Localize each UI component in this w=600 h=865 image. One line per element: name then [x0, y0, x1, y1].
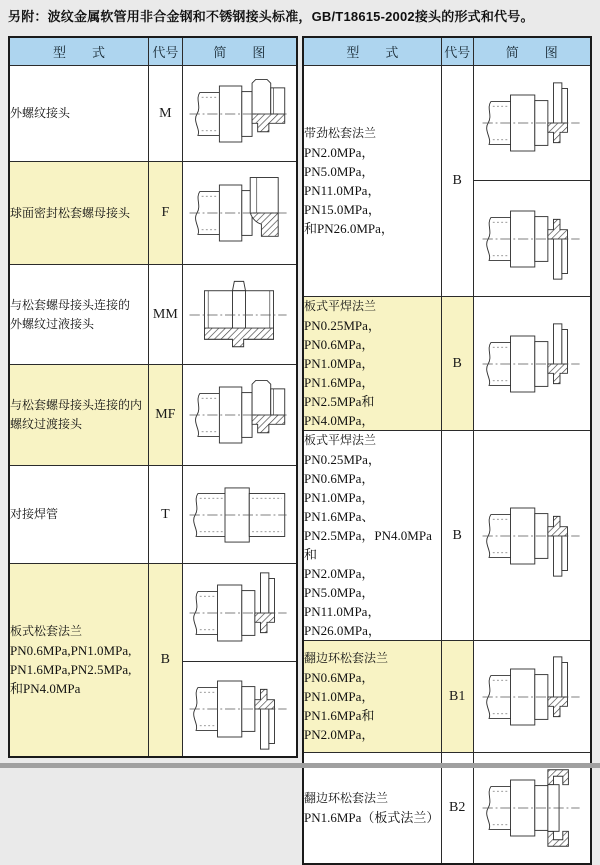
type-cell: [9, 162, 148, 265]
type-label-line: 带劲松套法兰: [304, 126, 377, 141]
diagram-cell: [182, 265, 297, 365]
table-row: [9, 265, 297, 365]
type-label-line: 外螺纹接头: [10, 106, 71, 121]
code-cell: B2: [441, 753, 473, 864]
tables-container: [8, 36, 592, 865]
page-bottom-shadow: [0, 763, 600, 768]
code-cell: F: [148, 162, 182, 265]
table-row: [303, 753, 591, 864]
code-cell: B: [441, 297, 473, 431]
code-cell: B: [148, 564, 182, 757]
type-label-line: PN2.5MPa，PN4.0MPa和: [304, 528, 432, 563]
diagram-cell: [182, 365, 297, 466]
table-row: [303, 297, 591, 431]
type-label-line: 和PN4.0MPa: [10, 680, 81, 696]
loose-plate-flange-up-diagram: [186, 571, 292, 655]
code-cell: B: [441, 66, 473, 297]
type-label-line: 螺纹过渡接头: [10, 417, 83, 432]
type-label-line: PN1.6MPa,PN2.5MPa,: [10, 661, 132, 677]
type-cell: [303, 297, 441, 431]
type-label-line: PN0.6MPa,PN1.0MPa,: [10, 642, 132, 658]
type-label-line: 翻边环松套法兰: [304, 790, 389, 805]
type-label-line: PN0.25MPa，PN0.6MPa，: [304, 318, 381, 353]
right-table: [302, 36, 592, 865]
type-label-line: 与松套螺母接头连接的: [10, 297, 131, 312]
type-label-line: 外螺纹过液接头: [10, 316, 95, 331]
type-cell: [9, 564, 148, 757]
type-label-line: PN2.0MPa，PN5.0MPa，: [304, 566, 375, 601]
column-header-diagram: 简 图: [473, 37, 591, 66]
type-label-line: 对接焊管: [10, 507, 59, 522]
type-cell: [303, 753, 441, 864]
necked-loose-flange-up-diagram: [479, 81, 585, 165]
left-table: [8, 36, 298, 758]
column-header-code: 代号: [148, 37, 182, 66]
flanged-ring-loose-flange-up-diagram: [479, 655, 585, 739]
type-label-line: PN1.0MPa，PN1.6MPa、: [304, 490, 375, 525]
type-cell: [9, 365, 148, 466]
column-header-type: 型 式: [303, 37, 441, 66]
type-label-line: PN1.6MPa和PN2.0MPa，: [304, 708, 375, 743]
code-cell: T: [148, 466, 182, 564]
type-label-line: PN1.6MPa（板式法兰）: [304, 809, 440, 825]
code-cell: MF: [148, 365, 182, 466]
type-label-line: PN11.0MPa，PN26.0MPa，: [304, 604, 381, 639]
type-label-line: PN11.0MPa，PN15.0MPa，: [304, 183, 381, 218]
type-label-line: 翻边环松套法兰: [304, 651, 389, 666]
table-row: [303, 431, 591, 641]
type-label-line: PN0.25MPa，PN0.6MPa，: [304, 452, 381, 487]
table-row: [303, 641, 591, 753]
diagram-cell: [473, 431, 591, 641]
type-cell: [9, 265, 148, 365]
spherical-seal-loose-nut-fitting-diagram: [186, 171, 292, 255]
diagram-cell: [473, 641, 591, 753]
code-cell: B1: [441, 641, 473, 753]
type-label-line: PN2.0MPa，PN5.0MPa，: [304, 145, 375, 180]
flanged-ring-loose-flange-symmetric-diagram: [479, 766, 585, 850]
diagram-cell: [182, 162, 297, 265]
code-cell: MM: [148, 265, 182, 365]
flat-weld-plate-flange-down-diagram: [479, 494, 585, 578]
table-row: [9, 162, 297, 265]
type-cell: [9, 66, 148, 162]
column-header-code: 代号: [441, 37, 473, 66]
diagram-cell: [473, 181, 591, 297]
code-cell: M: [148, 66, 182, 162]
type-label-line: 和PN26.0MPa，: [304, 221, 394, 237]
table-row: [9, 466, 297, 564]
type-cell: [9, 466, 148, 564]
column-header-diagram: 简 图: [182, 37, 297, 66]
male-thread-fitting-diagram: [186, 72, 292, 156]
type-label-line: 板式平焊法兰: [304, 299, 377, 314]
loose-plate-flange-down-diagram: [186, 667, 292, 751]
table-row: [9, 365, 297, 466]
type-label-line: PN2.5MPa和PN4.0MPa，: [304, 394, 375, 429]
page-title: 另附：波纹金属软管用非合金钢和不锈钢接头标准，GB/T18615-2002接头的形式和代号。: [8, 9, 534, 24]
type-cell: [303, 66, 441, 297]
table-row: [303, 66, 591, 181]
type-label-line: 与松套螺母接头连接的内: [10, 398, 143, 413]
column-header-type: 型 式: [9, 37, 148, 66]
table-row: [9, 66, 297, 162]
type-cell: [303, 641, 441, 753]
diagram-cell: [182, 66, 297, 162]
header-row: [9, 37, 297, 66]
diagram-cell: [473, 66, 591, 181]
table-row: [9, 564, 297, 662]
diagram-cell: [473, 753, 591, 864]
code-cell: B: [441, 431, 473, 641]
type-label-line: 板式平焊法兰: [304, 433, 377, 448]
diagram-cell: [182, 564, 297, 662]
type-label-line: 球面密封松套螺母接头: [10, 205, 131, 220]
diagram-cell: [182, 466, 297, 564]
butt-weld-pipe-diagram: [186, 473, 292, 557]
diagram-cell: [473, 297, 591, 431]
female-thread-adapter-fitting-diagram: [186, 373, 292, 457]
type-label-line: PN0.6MPa，PN1.0MPa，: [304, 670, 375, 705]
necked-loose-flange-down-diagram: [479, 197, 585, 281]
flat-weld-plate-flange-up-diagram: [479, 322, 585, 406]
header-row: [303, 37, 591, 66]
diagram-cell: [182, 662, 297, 757]
type-label-line: PN1.0MPa，PN1.6MPa，: [304, 356, 375, 391]
type-label-line: 板式松套法兰: [10, 623, 83, 638]
type-cell: [303, 431, 441, 641]
external-thread-adapter-nipple-diagram: [186, 273, 292, 357]
